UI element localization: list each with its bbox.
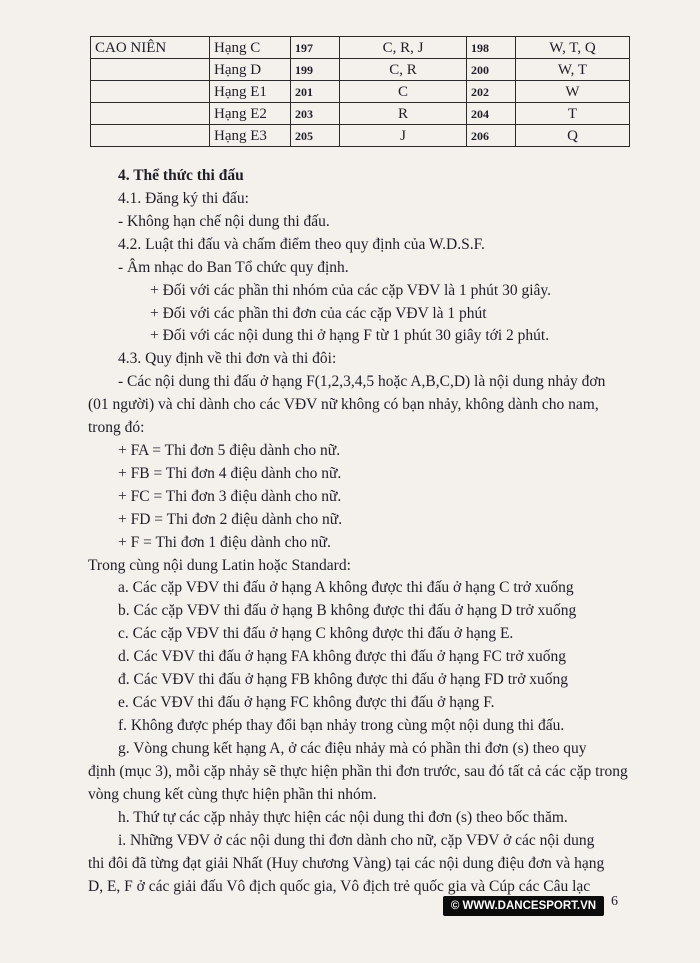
latin-dances-cell: C, R, J bbox=[340, 37, 467, 59]
group-cell bbox=[91, 59, 210, 81]
standard-code-cell: 200 bbox=[467, 59, 516, 81]
rule-a: a. Các cặp VĐV thi đấu ở hạng A không được thi đấu ở hạng C trở xuống bbox=[118, 579, 574, 596]
rule-e: e. Các VĐV thi đấu ở hạng FC không được thi đấu ở hạng F. bbox=[118, 694, 495, 711]
latin-code-cell: 201 bbox=[291, 81, 340, 103]
standard-code-cell: 204 bbox=[467, 103, 516, 125]
standard-code-cell: 198 bbox=[467, 37, 516, 59]
table-row bbox=[91, 81, 630, 103]
latin-code-cell: 203 bbox=[291, 103, 340, 125]
s42-title: 4.2. Luật thi đấu và chấm điểm theo quy định của W.D.S.F. bbox=[118, 236, 485, 253]
s42-bullet-1: + Đối với các phần thi nhóm của các cặp VĐV là 1 phút 30 giây. bbox=[150, 282, 552, 299]
rank-cell: Hạng C bbox=[210, 37, 291, 59]
rank-cell: Hạng D bbox=[210, 59, 291, 81]
latin-dances-cell: J bbox=[340, 125, 467, 147]
table-row bbox=[91, 37, 630, 59]
category-table bbox=[90, 36, 630, 147]
fc-line: + FC = Thi đơn 3 điệu dành cho nữ. bbox=[118, 488, 342, 505]
rank-cell: Hạng E1 bbox=[210, 81, 291, 103]
s41-line: - Không hạn chế nội dung thi đấu. bbox=[118, 213, 330, 230]
fb-line: + FB = Thi đơn 4 điệu dành cho nữ. bbox=[118, 465, 342, 482]
rule-i-line-2: thi đôi đã từng đạt giải Nhất (Huy chương Vàng) tại các nội dung điệu đơn và hạng bbox=[88, 855, 605, 872]
rule-g-line-2: định (mục 3), mỗi cặp nhảy sẽ thực hiện phần thi đơn trước, sau đó tất cả các cặp trong bbox=[88, 763, 628, 780]
rule-i-line-3: D, E, F ở các giải đấu Vô địch quốc gia, Vô địch trẻ quốc gia và Cúp các Câu lạc bbox=[88, 878, 591, 895]
latin-code-cell: 197 bbox=[291, 37, 340, 59]
standard-dances-cell: T bbox=[516, 103, 630, 125]
s41-title: 4.1. Đăng ký thi đấu: bbox=[118, 190, 249, 207]
rule-g-line-1: g. Vòng chung kết hạng A, ở các điệu nhảy mà có phần thi đơn (s) theo quy bbox=[118, 740, 587, 757]
table-row bbox=[91, 103, 630, 125]
rank-cell: Hạng E3 bbox=[210, 125, 291, 147]
s42-bullet-3: + Đối với các nội dung thi ở hạng F từ 1 phút 30 giây tới 2 phút. bbox=[150, 327, 550, 344]
fa-line: + FA = Thi đơn 5 điệu dành cho nữ. bbox=[118, 442, 341, 459]
s43-paragraph-line-3: trong đó: bbox=[88, 419, 145, 436]
s42-bullet-2: + Đối với các phần thi đơn của các cặp VĐV là 1 phút bbox=[150, 305, 487, 322]
page-number: 6 bbox=[611, 894, 618, 909]
rule-b: b. Các cặp VĐV thi đấu ở hạng B không được thi đấu ở hạng D trở xuống bbox=[118, 602, 577, 619]
rule-i-line-1: i. Những VĐV ở các nội dung thi đơn dành cho nữ, cặp VĐV ở các nội dung bbox=[118, 832, 595, 849]
s43-paragraph-line-2: (01 người) và chỉ dành cho các VĐV nữ không có bạn nhảy, không dành cho nam, bbox=[88, 396, 599, 413]
standard-code-cell: 202 bbox=[467, 81, 516, 103]
s42-music: - Âm nhạc do Ban Tổ chức quy định. bbox=[118, 259, 349, 276]
rule-dd: đ. Các VĐV thi đấu ở hạng FB không được thi đấu ở hạng FD trở xuống bbox=[118, 671, 569, 688]
latin-code-cell: 205 bbox=[291, 125, 340, 147]
latin-dances-cell: C, R bbox=[340, 59, 467, 81]
dancesport-watermark-badge[interactable]: © WWW.DANCESPORT.VN bbox=[443, 896, 604, 916]
standard-dances-cell: Q bbox=[516, 125, 630, 147]
standard-dances-cell: W, T bbox=[516, 59, 630, 81]
latin-dances-cell: C bbox=[340, 81, 467, 103]
section-title: 4. Thể thức thi đấu bbox=[118, 167, 244, 184]
rule-g-line-3: vòng chung kết cùng thực hiện phần thi nhóm. bbox=[88, 786, 377, 803]
group-cell: CAO NIÊN bbox=[91, 37, 210, 59]
s43-title: 4.3. Quy định về thi đơn và thi đôi: bbox=[118, 350, 337, 367]
same-content-line: Trong cùng nội dung Latin hoặc Standard: bbox=[88, 557, 351, 574]
latin-code-cell: 199 bbox=[291, 59, 340, 81]
standard-dances-cell: W bbox=[516, 81, 630, 103]
latin-dances-cell: R bbox=[340, 103, 467, 125]
rule-h: h. Thứ tự các cặp nhảy thực hiện các nội dung thi đơn (s) theo bốc thăm. bbox=[118, 809, 568, 826]
rule-f: f. Không được phép thay đổi bạn nhảy trong cùng một nội dung thi đấu. bbox=[118, 717, 565, 734]
f-line: + F = Thi đơn 1 điệu dành cho nữ. bbox=[118, 534, 331, 551]
group-cell bbox=[91, 125, 210, 147]
fd-line: + FD = Thi đơn 2 điệu dành cho nữ. bbox=[118, 511, 343, 528]
standard-code-cell: 206 bbox=[467, 125, 516, 147]
s43-paragraph-line-1: - Các nội dung thi đấu ở hạng F(1,2,3,4,5 hoặc A,B,C,D) là nội dung nhảy đơn bbox=[118, 373, 606, 390]
rule-c: c. Các cặp VĐV thi đấu ở hạng C không được thi đấu ở hạng E. bbox=[118, 625, 514, 642]
table-row bbox=[91, 59, 630, 81]
rule-d: d. Các VĐV thi đấu ở hạng FA không được thi đấu ở hạng FC trở xuống bbox=[118, 648, 567, 665]
table-row bbox=[91, 125, 630, 147]
rank-cell: Hạng E2 bbox=[210, 103, 291, 125]
standard-dances-cell: W, T, Q bbox=[516, 37, 630, 59]
group-cell bbox=[91, 103, 210, 125]
group-cell bbox=[91, 81, 210, 103]
